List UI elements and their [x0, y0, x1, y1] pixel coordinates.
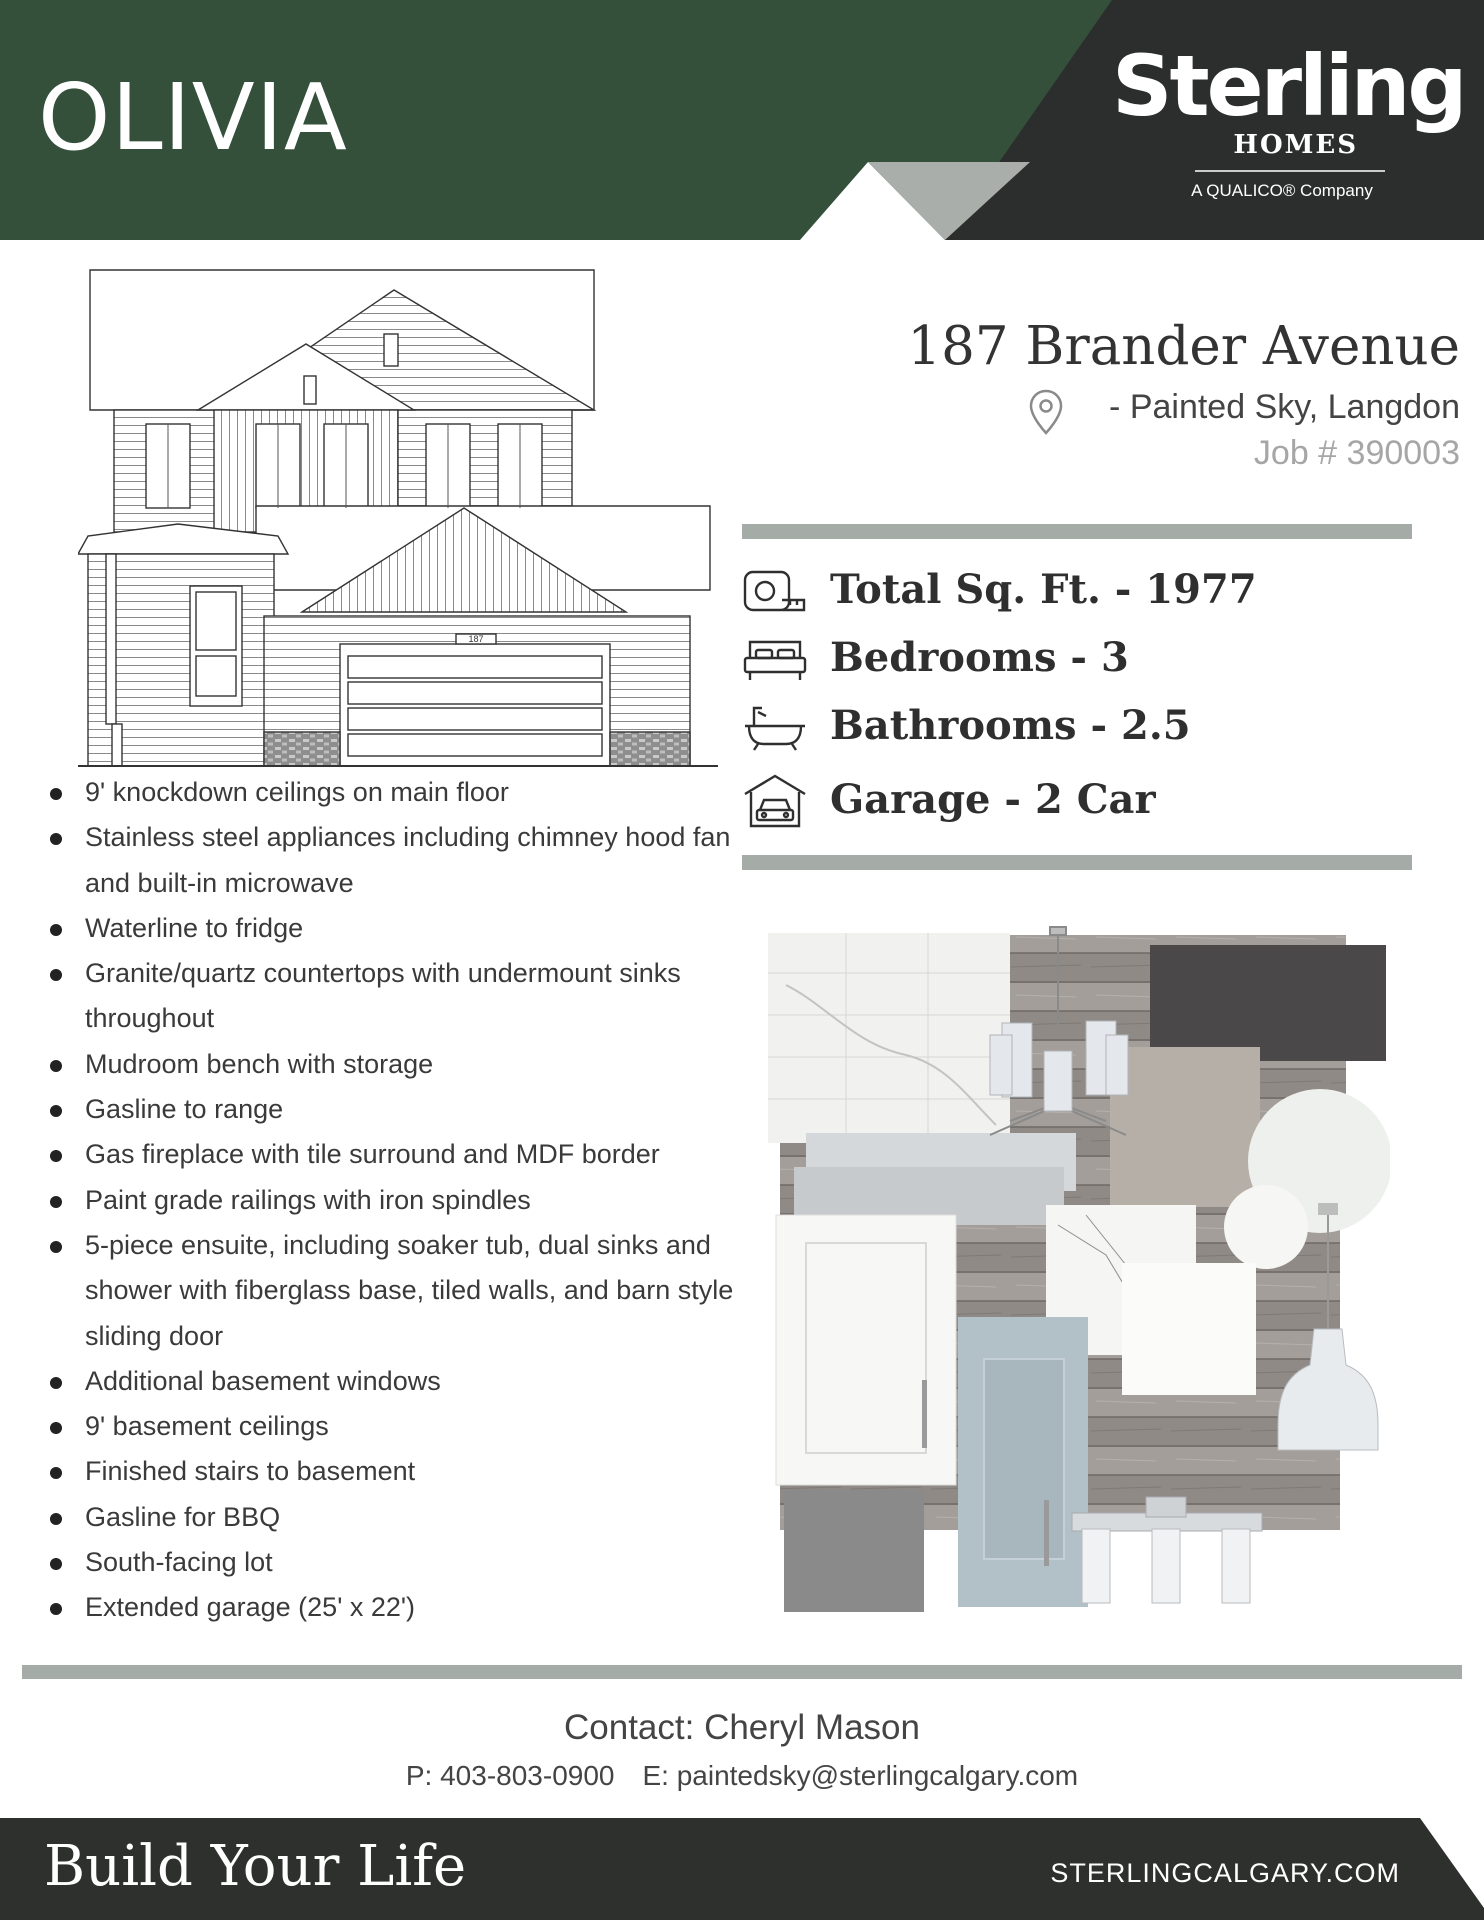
bed-icon [742, 634, 808, 684]
list-item: Waterline to fridge [48, 906, 758, 951]
features-list [48, 770, 758, 1631]
tape-measure-icon [742, 566, 808, 616]
contact-details [0, 1760, 1484, 1792]
brand-parent-company: A QUALICO® Company [1191, 181, 1373, 200]
list-item: Mudroom bench with storage [48, 1042, 758, 1087]
interior-finishes-collage [766, 925, 1390, 1615]
list-item: 9' knockdown ceilings on main floor [48, 770, 758, 815]
website-link[interactable]: STERLINGCALGARY.COM [1050, 1858, 1400, 1888]
list-item: 9' basement ceilings [48, 1404, 758, 1449]
contact-name: Contact: Cheryl Mason [564, 1708, 920, 1747]
list-item: 5-piece ensuite, including soaker tub, dual sinks and shower with fiberglass base, tiled walls, and barn style sliding door [48, 1223, 758, 1359]
contact-email[interactable]: E: paintedsky@sterlingcalgary.com [642, 1760, 1079, 1791]
spec-bathrooms: Bathrooms - 2.5 [830, 702, 1191, 749]
contact-divider [22, 1665, 1462, 1679]
list-item: Additional basement windows [48, 1359, 758, 1404]
spec-bedrooms: Bedrooms - 3 [830, 634, 1129, 681]
list-item: Gas fireplace with tile surround and MDF border [48, 1132, 758, 1177]
list-item: Granite/quartz countertops with undermount sinks throughout [48, 951, 758, 1042]
list-item: Extended garage (25' x 22') [48, 1585, 758, 1630]
house-elevation-drawing [78, 266, 718, 774]
brand-logo-sub: HOMES [1233, 130, 1358, 160]
brand-logo: Sterling [1112, 37, 1465, 135]
community-location: - Painted Sky, Langdon [1109, 388, 1460, 426]
list-item: Paint grade railings with iron spindles [48, 1178, 758, 1223]
list-item: Gasline for BBQ [48, 1495, 758, 1540]
spec-garage: Garage - 2 Car [830, 776, 1156, 823]
model-name: OLIVIA [38, 64, 348, 171]
list-item: Gasline to range [48, 1087, 758, 1132]
list-item: South-facing lot [48, 1540, 758, 1585]
house-number: 187 [468, 634, 484, 644]
list-item: Finished stairs to basement [48, 1449, 758, 1494]
job-number: Job # 390003 [1253, 434, 1460, 472]
map-pin-icon [1028, 388, 1064, 436]
specs-bottom-divider [742, 855, 1412, 870]
contact-phone[interactable]: P: 403-803-0900 [405, 1760, 615, 1791]
brand-logo-divider [1195, 170, 1385, 172]
brand-tagline: Build Your Life [44, 1834, 467, 1899]
spec-total-sqft: Total Sq. Ft. - 1977 [830, 566, 1257, 613]
property-address: 187 Brander Avenue [907, 316, 1460, 377]
specs-top-divider [742, 524, 1412, 539]
bathtub-icon [742, 702, 808, 752]
list-item: Stainless steel appliances including chimney hood fan and built-in microwave [48, 815, 758, 906]
